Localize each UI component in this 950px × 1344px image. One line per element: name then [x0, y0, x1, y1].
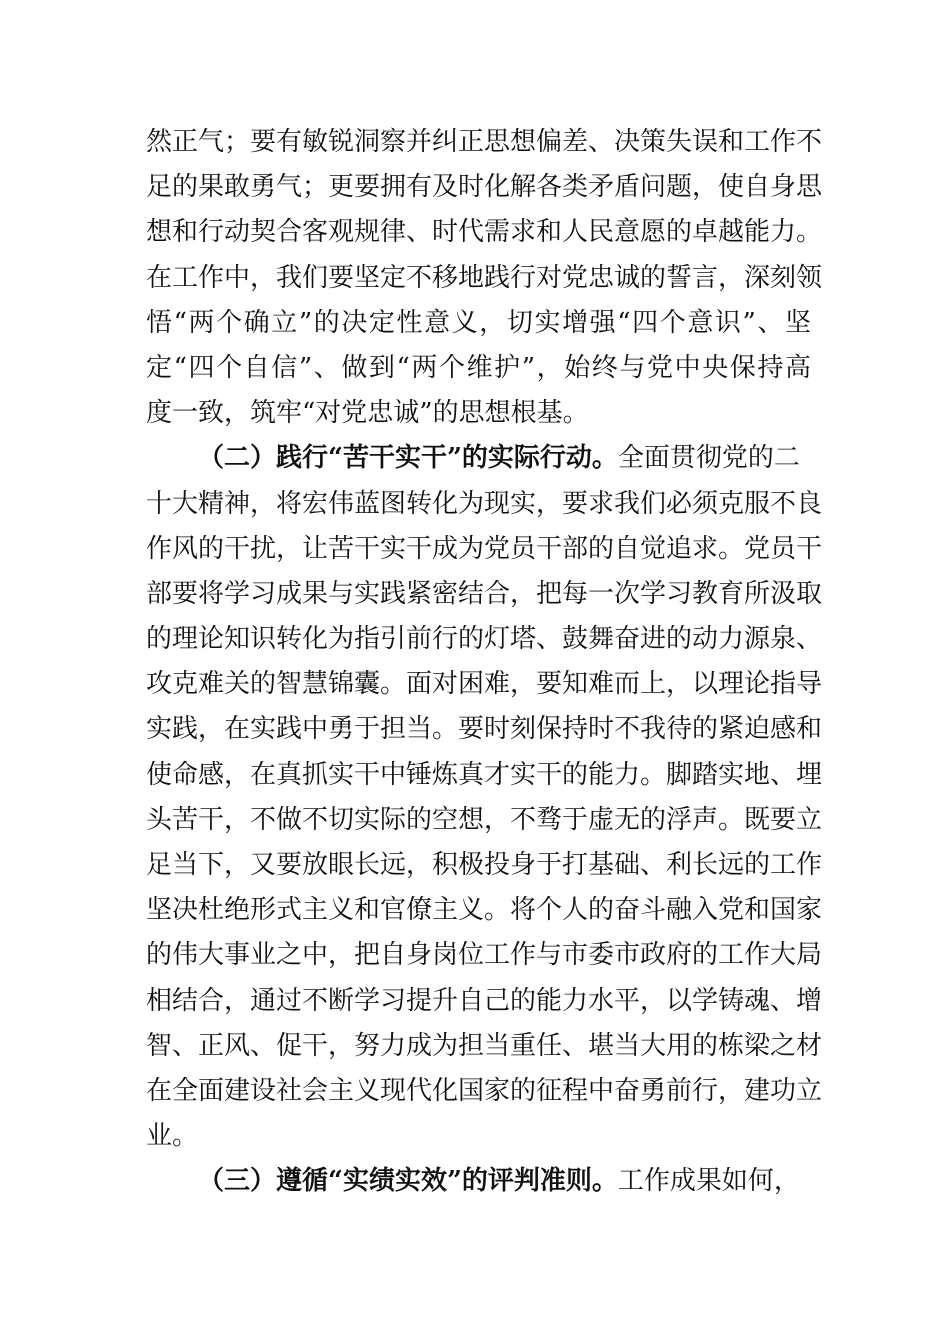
- paragraph-line: 的理论知识转化为指引前行的灯塔、鼓舞奋进的动力源泉、: [146, 624, 823, 655]
- paragraph-line: 坚决杜绝形式主义和官僚主义。将个人的奋斗融入党和国家: [146, 895, 823, 926]
- section-3-first-line: [146, 1159, 811, 1204]
- paragraph-line: 的伟大事业之中，把自身岗位工作与市委市政府的工作大局: [146, 940, 823, 971]
- paragraph-line: 在工作中，我们要坚定不移地践行对党忠诚的誓言，深刻领: [146, 262, 823, 293]
- section-3-heading: （三）遵循“实绩实效”的评判准则。: [198, 1166, 618, 1197]
- paragraph-line: 作风的干扰，让苦干实干成为党员干部的自觉追求。党员干: [146, 533, 823, 564]
- section-2-first-line: [146, 436, 811, 481]
- paragraph-line: 然正气；要有敏锐洞察并纠正思想偏差、决策失误和工作不: [146, 127, 823, 157]
- section-3-first-line-text: 工作成果如何，: [617, 1166, 800, 1197]
- paragraph-line: 定“四个自信”、做到“两个维护”，始终与党中央保持高: [146, 352, 811, 383]
- paragraph-line: 度一致，筑牢“对党忠诚”的思想根基。: [146, 398, 589, 429]
- paragraph-line: 足当下，又要放眼长远，积极投身于打基础、利长远的工作: [146, 850, 823, 880]
- section-2-first-line-text: 全面贯彻党的二: [617, 443, 800, 474]
- paragraph-line: 业。: [146, 1121, 199, 1152]
- paragraph-line: 实践，在实践中勇于担当。要时刻保持时不我待的紧迫感和: [146, 714, 823, 745]
- section-2-heading: （二）践行“苦干实干”的实际行动。: [198, 443, 618, 474]
- paragraph-line: 相结合，通过不断学习提升自己的能力水平，以学铸魂、增: [146, 985, 823, 1016]
- paragraph-line: 悟“两个确立”的决定性意义，切实增强“四个意识”、坚: [146, 307, 811, 338]
- body-text: [146, 120, 823, 1205]
- paragraph-line: 十大精神，将宏伟蓝图转化为现实，要求我们必须克服不良: [146, 488, 823, 519]
- paragraph-line: 使命感，在真抓实干中锤炼真才实干的能力。脚踏实地、埋: [146, 759, 823, 790]
- paragraph-line: 足的果敢勇气；更要拥有及时化解各类矛盾问题，使自身思: [146, 172, 823, 203]
- paragraph-line: 智、正风、促干，努力成为担当重任、堪当大用的栋梁之材: [146, 1030, 823, 1061]
- paragraph-line: 攻克难关的智慧锦囊。面对困难，要知难而上，以理论指导: [146, 669, 823, 700]
- paragraph-line: 头苦干，不做不切实际的空想，不骛于虚无的浮声。既要立: [146, 804, 823, 835]
- paragraph-line: 想和行动契合客观规律、时代需求和人民意愿的卓越能力。: [146, 217, 823, 248]
- paragraph-line: 在全面建设社会主义现代化国家的征程中奋勇前行，建功立: [146, 1075, 823, 1106]
- paragraph-line: 部要将学习成果与实践紧密结合，把每一次学习教育所汲取: [146, 578, 823, 609]
